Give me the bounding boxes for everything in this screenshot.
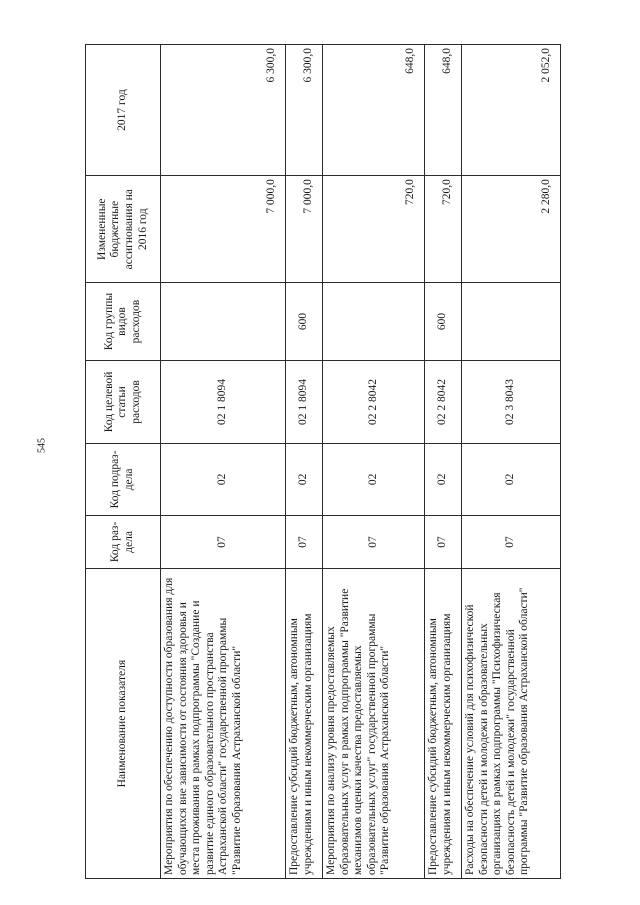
header-gruppa: Код группы видов расходов	[86, 283, 161, 360]
page-number: 545	[36, 438, 48, 453]
header-name: Наименование показателя	[86, 569, 161, 879]
table-row	[462, 45, 561, 879]
row-tselevaya: 02 1 8094	[161, 360, 286, 443]
row-tselevaya: 02 1 8094	[286, 360, 323, 443]
row-razdel: 07	[286, 515, 323, 569]
row-podrazdel: 02	[161, 444, 286, 515]
row-razdel: 07	[462, 515, 561, 569]
row-razdel: 07	[323, 515, 425, 569]
row-razdel: 07	[425, 515, 462, 569]
row-name: Мероприятия по обеспечению доступности образования для обучающихся вне зависимости от состояния здоровья и места проживания в рамках подпрограммы "Создание и развитие единого образовательного пространства Астраханской области" государственной программы "Развитие образования Астраханской области"	[161, 569, 286, 879]
row-2017: 2 052,0	[462, 45, 561, 176]
header-razdel: Код раз-дела	[86, 515, 161, 569]
budget-table	[85, 44, 561, 879]
row-tselevaya: 02 2 8042	[425, 360, 462, 443]
row-razdel: 07	[161, 515, 286, 569]
row-gruppa: 600	[286, 283, 323, 360]
table-row	[425, 45, 462, 879]
table-header-row	[86, 45, 161, 879]
row-podrazdel: 02	[323, 444, 425, 515]
row-name: Мероприятия по анализу уровня предоставляемых образовательных услуг в рамках подпрограммы "Развитие механизмов оценки качества предоставляемых образовательных услуг" государственной программы "Развитие образования Астраханской области"	[323, 569, 425, 879]
row-2017: 648,0	[425, 45, 462, 176]
row-izmen-2016: 7 000,0	[286, 176, 323, 283]
header-izmen-2016: Измененные бюджетные ассигнования на 2016 год	[86, 176, 161, 283]
row-podrazdel: 02	[286, 444, 323, 515]
row-name: Предоставление субсидий бюджетным, автономным учреждениям и иным некоммерческим организациям	[425, 569, 462, 879]
rotated-table-wrapper	[85, 44, 553, 879]
row-name: Расходы на обеспечение условий для психофизической безопасности детей и молодежи в образовательных организациях в рамках подпрограммы "Психофизическая безопасность детей и молодежи" государственной программы "Развитие образования Астраханской области"	[462, 569, 561, 879]
table-row	[161, 45, 286, 879]
row-2017: 6 300,0	[161, 45, 286, 176]
row-podrazdel: 02	[425, 444, 462, 515]
row-tselevaya: 02 3 8043	[462, 360, 561, 443]
row-tselevaya: 02 2 8042	[323, 360, 425, 443]
row-izmen-2016: 2 280,0	[462, 176, 561, 283]
landscape-page	[85, 44, 553, 879]
row-podrazdel: 02	[462, 444, 561, 515]
row-2017: 648,0	[323, 45, 425, 176]
header-podrazdel: Код подраз-дела	[86, 444, 161, 515]
row-gruppa	[161, 283, 286, 360]
row-gruppa: 600	[425, 283, 462, 360]
header-2017: 2017 год	[86, 45, 161, 176]
row-gruppa	[323, 283, 425, 360]
table-row	[286, 45, 323, 879]
row-izmen-2016: 720,0	[425, 176, 462, 283]
row-gruppa	[462, 283, 561, 360]
row-name: Предоставление субсидий бюджетным, автономным учреждениям и иным некоммерческим организациям	[286, 569, 323, 879]
header-tselevaya: Код целевой статьи расходов	[86, 360, 161, 443]
row-2017: 6 300,0	[286, 45, 323, 176]
row-izmen-2016: 720,0	[323, 176, 425, 283]
table-row	[323, 45, 425, 879]
row-izmen-2016: 7 000,0	[161, 176, 286, 283]
